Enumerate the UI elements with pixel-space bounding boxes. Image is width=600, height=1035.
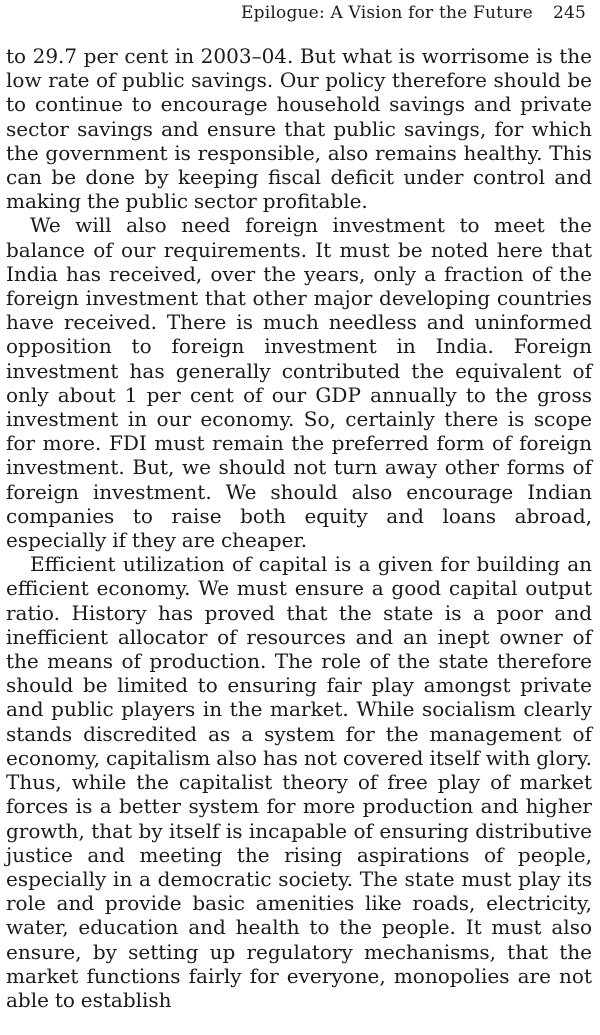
page-number: 245 bbox=[552, 3, 586, 23]
paragraph-foreign-investment: We will also need foreign investment to meet the balance of our requirements. It must be noted here that India has received, over the years, only a fraction of the foreign investment that other major developing countries have received. There is much needless and uninformed opposition to foreign investment in India. Foreign investment has generally contributed the equivalent of only about 1 per cent of our GDP annually to the gross investment in our economy. So, certainly there is scope for more. FDI must remain the preferred form of foreign investment. But, we should not turn away other forms of foreign investment. We should also encourage Indian companies to raise both equity and loans abroad, especially if they are cheaper. bbox=[6, 213, 592, 553]
paragraph-continued: to 29.7 per cent in 2003–04. But what is worrisome is the low rate of public savings. Our policy therefore should be to continue to encourage household savings and private sector savings and ensure that public savings, for which the government is responsible, also remains healthy. This can be done by keeping fiscal deficit under control and making the public sector profitable. bbox=[6, 44, 592, 214]
running-head bbox=[241, 0, 586, 26]
paragraph-capital-utilization: Efficient utilization of capital is a given for building an efficient economy. We must ensure a good capital output ratio. History has proved that the state is a poor and inefficient allocator of resources and an inept owner of the means of production. The role of the state therefore should be limited to ensuring fair play amongst private and public players in the market. While socialism clearly stands discredited as a system for the management of economy, capitalism also has not covered itself with glory. Thus, while the capitalist theory of free play of market forces is a better system for more production and higher growth, that by itself is incapable of ensuring distributive justice and meeting the rising aspirations of people, especially in a democratic society. The state must play its role and provide basic amenities like roads, electricity, water, education and health to the people. It must also ensure, by setting up regulatory mechanisms, that the market functions fairly for everyone, monopolies are not able to establish bbox=[6, 552, 592, 1012]
running-title: Epilogue: A Vision for the Future bbox=[241, 3, 533, 23]
body-text bbox=[6, 44, 592, 1012]
